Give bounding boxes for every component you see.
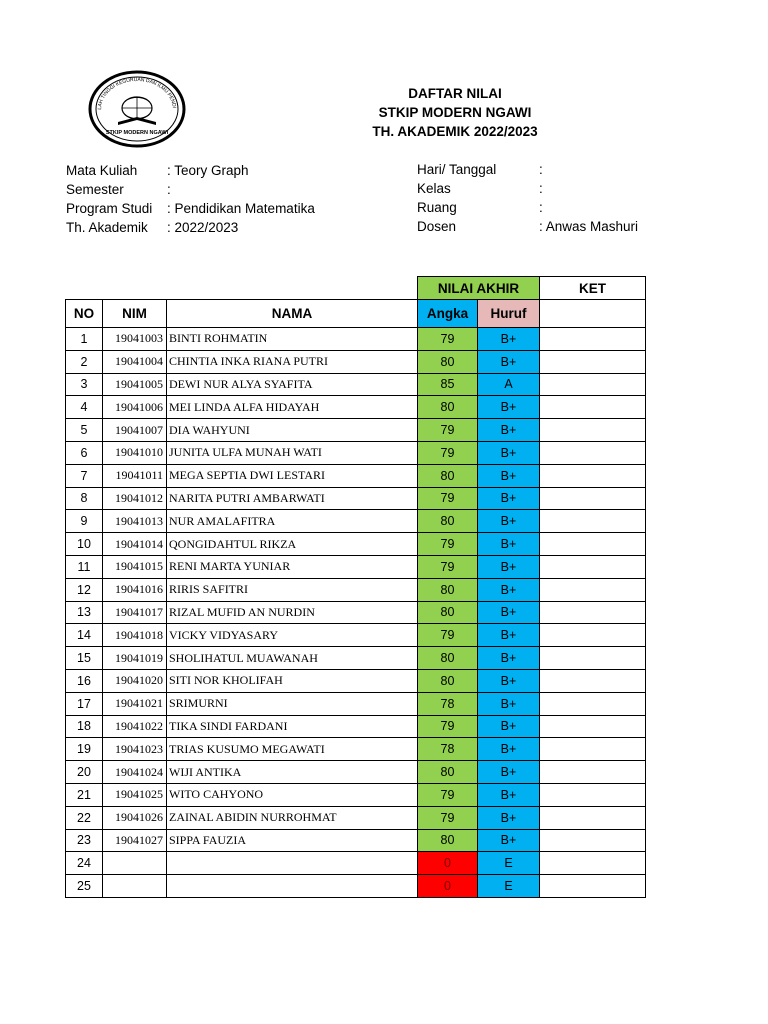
cell-nama: RIRIS SAFITRI <box>167 578 418 601</box>
info-label-ruang: Ruang <box>417 200 457 215</box>
cell-huruf: B+ <box>478 578 540 601</box>
cell-angka: 85 <box>418 373 478 396</box>
cell-huruf: B+ <box>478 487 540 510</box>
cell-no: 19 <box>66 738 103 761</box>
cell-angka: 80 <box>418 396 478 419</box>
info-value-program-studi: : Pendidikan Matematika <box>167 201 315 216</box>
cell-ket <box>540 647 646 670</box>
cell-huruf: B+ <box>478 533 540 556</box>
cell-huruf: B+ <box>478 510 540 533</box>
cell-nim: 19041010 <box>103 441 167 464</box>
table-row <box>66 419 646 442</box>
cell-no: 5 <box>66 419 103 442</box>
doc-title-1: DAFTAR NILAI <box>408 86 502 101</box>
cell-angka: 78 <box>418 692 478 715</box>
cell-nama: NARITA PUTRI AMBARWATI <box>167 487 418 510</box>
cell-angka: 0 <box>418 852 478 875</box>
cell-ket <box>540 328 646 351</box>
cell-huruf: B+ <box>478 669 540 692</box>
cell-ket <box>540 487 646 510</box>
cell-ket <box>540 373 646 396</box>
table-row <box>66 669 646 692</box>
info-value-ruang: : <box>539 200 543 215</box>
cell-angka: 80 <box>418 350 478 373</box>
cell-ket <box>540 624 646 647</box>
header-nilai-akhir: NILAI AKHIR <box>418 277 540 300</box>
cell-nama: BINTI ROHMATIN <box>167 328 418 351</box>
cell-nama: SRIMURNI <box>167 692 418 715</box>
cell-ket <box>540 692 646 715</box>
info-label-mata-kuliah: Mata Kuliah <box>66 163 138 178</box>
cell-nama <box>167 852 418 875</box>
cell-nama: QONGIDAHTUL RIKZA <box>167 533 418 556</box>
cell-nim: 19041019 <box>103 647 167 670</box>
cell-angka: 79 <box>418 533 478 556</box>
cell-ket <box>540 510 646 533</box>
header-nim: NIM <box>103 300 167 328</box>
cell-no: 3 <box>66 373 103 396</box>
cell-ket <box>540 419 646 442</box>
cell-ket <box>540 464 646 487</box>
cell-ket <box>540 715 646 738</box>
cell-no: 9 <box>66 510 103 533</box>
cell-nim: 19041016 <box>103 578 167 601</box>
cell-nim: 19041005 <box>103 373 167 396</box>
table-row <box>66 601 646 624</box>
header-angka: Angka <box>418 300 478 328</box>
cell-no: 23 <box>66 829 103 852</box>
table-row <box>66 852 646 875</box>
table-row <box>66 441 646 464</box>
cell-no: 24 <box>66 852 103 875</box>
cell-nim: 19041015 <box>103 555 167 578</box>
cell-nim: 19041021 <box>103 692 167 715</box>
cell-nama: NUR AMALAFITRA <box>167 510 418 533</box>
cell-angka: 0 <box>418 875 478 898</box>
cell-angka: 79 <box>418 555 478 578</box>
cell-angka: 79 <box>418 487 478 510</box>
cell-angka: 79 <box>418 624 478 647</box>
header-ket: KET <box>540 277 646 300</box>
cell-nama: CHINTIA INKA RIANA PUTRI <box>167 350 418 373</box>
cell-nim: 19041006 <box>103 396 167 419</box>
table-row <box>66 647 646 670</box>
table-row <box>66 487 646 510</box>
cell-huruf: B+ <box>478 647 540 670</box>
cell-angka: 80 <box>418 761 478 784</box>
cell-ket <box>540 852 646 875</box>
cell-nim: 19041004 <box>103 350 167 373</box>
cell-nama: JUNITA ULFA MUNAH WATI <box>167 441 418 464</box>
cell-nim: 19041023 <box>103 738 167 761</box>
cell-huruf: B+ <box>478 692 540 715</box>
cell-angka: 80 <box>418 829 478 852</box>
info-value-kelas: : <box>539 181 543 196</box>
cell-huruf: B+ <box>478 624 540 647</box>
cell-nama: RIZAL MUFID AN NURDIN <box>167 601 418 624</box>
cell-nama: SITI NOR KHOLIFAH <box>167 669 418 692</box>
cell-no: 15 <box>66 647 103 670</box>
cell-huruf: A <box>478 373 540 396</box>
cell-nim: 19041020 <box>103 669 167 692</box>
info-label-hari-tanggal: Hari/ Tanggal <box>417 162 497 177</box>
cell-no: 22 <box>66 806 103 829</box>
cell-no: 6 <box>66 441 103 464</box>
cell-no: 20 <box>66 761 103 784</box>
cell-ket <box>540 738 646 761</box>
cell-huruf: B+ <box>478 806 540 829</box>
cell-ket <box>540 396 646 419</box>
table-row <box>66 738 646 761</box>
cell-no: 18 <box>66 715 103 738</box>
cell-nim: 19041007 <box>103 419 167 442</box>
cell-angka: 79 <box>418 715 478 738</box>
cell-nama: MEGA SEPTIA DWI LESTARI <box>167 464 418 487</box>
table-row <box>66 692 646 715</box>
cell-no: 4 <box>66 396 103 419</box>
table-row <box>66 715 646 738</box>
cell-no: 1 <box>66 328 103 351</box>
cell-nim <box>103 875 167 898</box>
cell-nama: TIKA SINDI FARDANI <box>167 715 418 738</box>
cell-nim: 19041026 <box>103 806 167 829</box>
table-row <box>66 555 646 578</box>
cell-no: 13 <box>66 601 103 624</box>
cell-huruf: B+ <box>478 783 540 806</box>
cell-huruf: E <box>478 852 540 875</box>
cell-huruf: B+ <box>478 601 540 624</box>
cell-nim: 19041012 <box>103 487 167 510</box>
cell-no: 14 <box>66 624 103 647</box>
cell-no: 7 <box>66 464 103 487</box>
cell-huruf: B+ <box>478 761 540 784</box>
info-value-mata-kuliah: : Teory Graph <box>167 163 249 178</box>
cell-ket <box>540 533 646 556</box>
cell-nim: 19041014 <box>103 533 167 556</box>
header-ket-blank <box>540 300 646 328</box>
cell-nama: WITO CAHYONO <box>167 783 418 806</box>
table-row <box>66 373 646 396</box>
cell-angka: 80 <box>418 669 478 692</box>
info-label-semester: Semester <box>66 182 124 197</box>
cell-nama: SHOLIHATUL MUAWANAH <box>167 647 418 670</box>
cell-angka: 80 <box>418 578 478 601</box>
cell-angka: 79 <box>418 806 478 829</box>
cell-nim: 19041017 <box>103 601 167 624</box>
cell-angka: 78 <box>418 738 478 761</box>
cell-angka: 79 <box>418 419 478 442</box>
cell-nama: WIJI ANTIKA <box>167 761 418 784</box>
grades-table <box>65 276 646 898</box>
cell-huruf: B+ <box>478 829 540 852</box>
info-label-program-studi: Program Studi <box>66 201 153 216</box>
doc-title-3: TH. AKADEMIK 2022/2023 <box>372 124 538 139</box>
doc-title-2: STKIP MODERN NGAWI <box>378 105 532 120</box>
header-huruf: Huruf <box>478 300 540 328</box>
info-value-semester: : <box>167 182 171 197</box>
cell-no: 11 <box>66 555 103 578</box>
table-row <box>66 761 646 784</box>
cell-angka: 80 <box>418 510 478 533</box>
cell-huruf: B+ <box>478 328 540 351</box>
cell-angka: 79 <box>418 328 478 351</box>
cell-no: 25 <box>66 875 103 898</box>
header-no: NO <box>66 300 103 328</box>
cell-huruf: E <box>478 875 540 898</box>
cell-ket <box>540 669 646 692</box>
cell-no: 10 <box>66 533 103 556</box>
cell-ket <box>540 829 646 852</box>
cell-huruf: B+ <box>478 350 540 373</box>
cell-ket <box>540 806 646 829</box>
table-row <box>66 350 646 373</box>
cell-nama: SIPPA FAUZIA <box>167 829 418 852</box>
info-value-th-akademik: : 2022/2023 <box>167 220 239 235</box>
table-row <box>66 578 646 601</box>
cell-huruf: B+ <box>478 738 540 761</box>
cell-huruf: B+ <box>478 464 540 487</box>
info-label-th-akademik: Th. Akademik <box>66 220 148 235</box>
cell-nama: DIA WAHYUNI <box>167 419 418 442</box>
cell-nim: 19041013 <box>103 510 167 533</box>
cell-no: 2 <box>66 350 103 373</box>
institution-logo <box>88 70 186 148</box>
table-row <box>66 875 646 898</box>
info-value-hari-tanggal: : <box>539 162 543 177</box>
info-value-dosen: : Anwas Mashuri <box>539 219 639 234</box>
cell-ket <box>540 555 646 578</box>
table-row <box>66 510 646 533</box>
header-nama: NAMA <box>167 300 418 328</box>
cell-nama <box>167 875 418 898</box>
table-row <box>66 396 646 419</box>
cell-huruf: B+ <box>478 441 540 464</box>
cell-nama: VICKY VIDYASARY <box>167 624 418 647</box>
cell-angka: 79 <box>418 783 478 806</box>
cell-huruf: B+ <box>478 396 540 419</box>
cell-nama: TRIAS KUSUMO MEGAWATI <box>167 738 418 761</box>
cell-angka: 79 <box>418 441 478 464</box>
cell-nim: 19041003 <box>103 328 167 351</box>
info-label-kelas: Kelas <box>417 181 451 196</box>
table-row <box>66 533 646 556</box>
cell-nama: RENI MARTA YUNIAR <box>167 555 418 578</box>
cell-ket <box>540 578 646 601</box>
cell-nama: ZAINAL ABIDIN NURROHMAT <box>167 806 418 829</box>
cell-no: 8 <box>66 487 103 510</box>
cell-no: 17 <box>66 692 103 715</box>
cell-angka: 80 <box>418 464 478 487</box>
cell-nama: DEWI NUR ALYA SYAFITA <box>167 373 418 396</box>
cell-nim: 19041024 <box>103 761 167 784</box>
cell-nim: 19041018 <box>103 624 167 647</box>
cell-ket <box>540 350 646 373</box>
logo-ring-text: LAH TINGGI KEGURUAN DAN ILMU PENDI <box>96 76 177 110</box>
table-row <box>66 829 646 852</box>
table-row <box>66 328 646 351</box>
cell-huruf: B+ <box>478 555 540 578</box>
cell-ket <box>540 783 646 806</box>
table-row <box>66 783 646 806</box>
cell-nim: 19041022 <box>103 715 167 738</box>
cell-angka: 80 <box>418 601 478 624</box>
cell-huruf: B+ <box>478 715 540 738</box>
cell-ket <box>540 761 646 784</box>
cell-ket <box>540 441 646 464</box>
cell-nama: MEI LINDA ALFA HIDAYAH <box>167 396 418 419</box>
cell-nim: 19041011 <box>103 464 167 487</box>
cell-nim: 19041027 <box>103 829 167 852</box>
cell-huruf: B+ <box>478 419 540 442</box>
table-row <box>66 464 646 487</box>
cell-ket <box>540 601 646 624</box>
info-label-dosen: Dosen <box>417 219 457 234</box>
cell-angka: 80 <box>418 647 478 670</box>
cell-no: 16 <box>66 669 103 692</box>
cell-no: 12 <box>66 578 103 601</box>
cell-ket <box>540 875 646 898</box>
table-row <box>66 806 646 829</box>
cell-nim: 19041025 <box>103 783 167 806</box>
cell-no: 21 <box>66 783 103 806</box>
logo-name: STKIP MODERN NGAWI <box>105 130 169 136</box>
cell-nim <box>103 852 167 875</box>
table-row <box>66 624 646 647</box>
